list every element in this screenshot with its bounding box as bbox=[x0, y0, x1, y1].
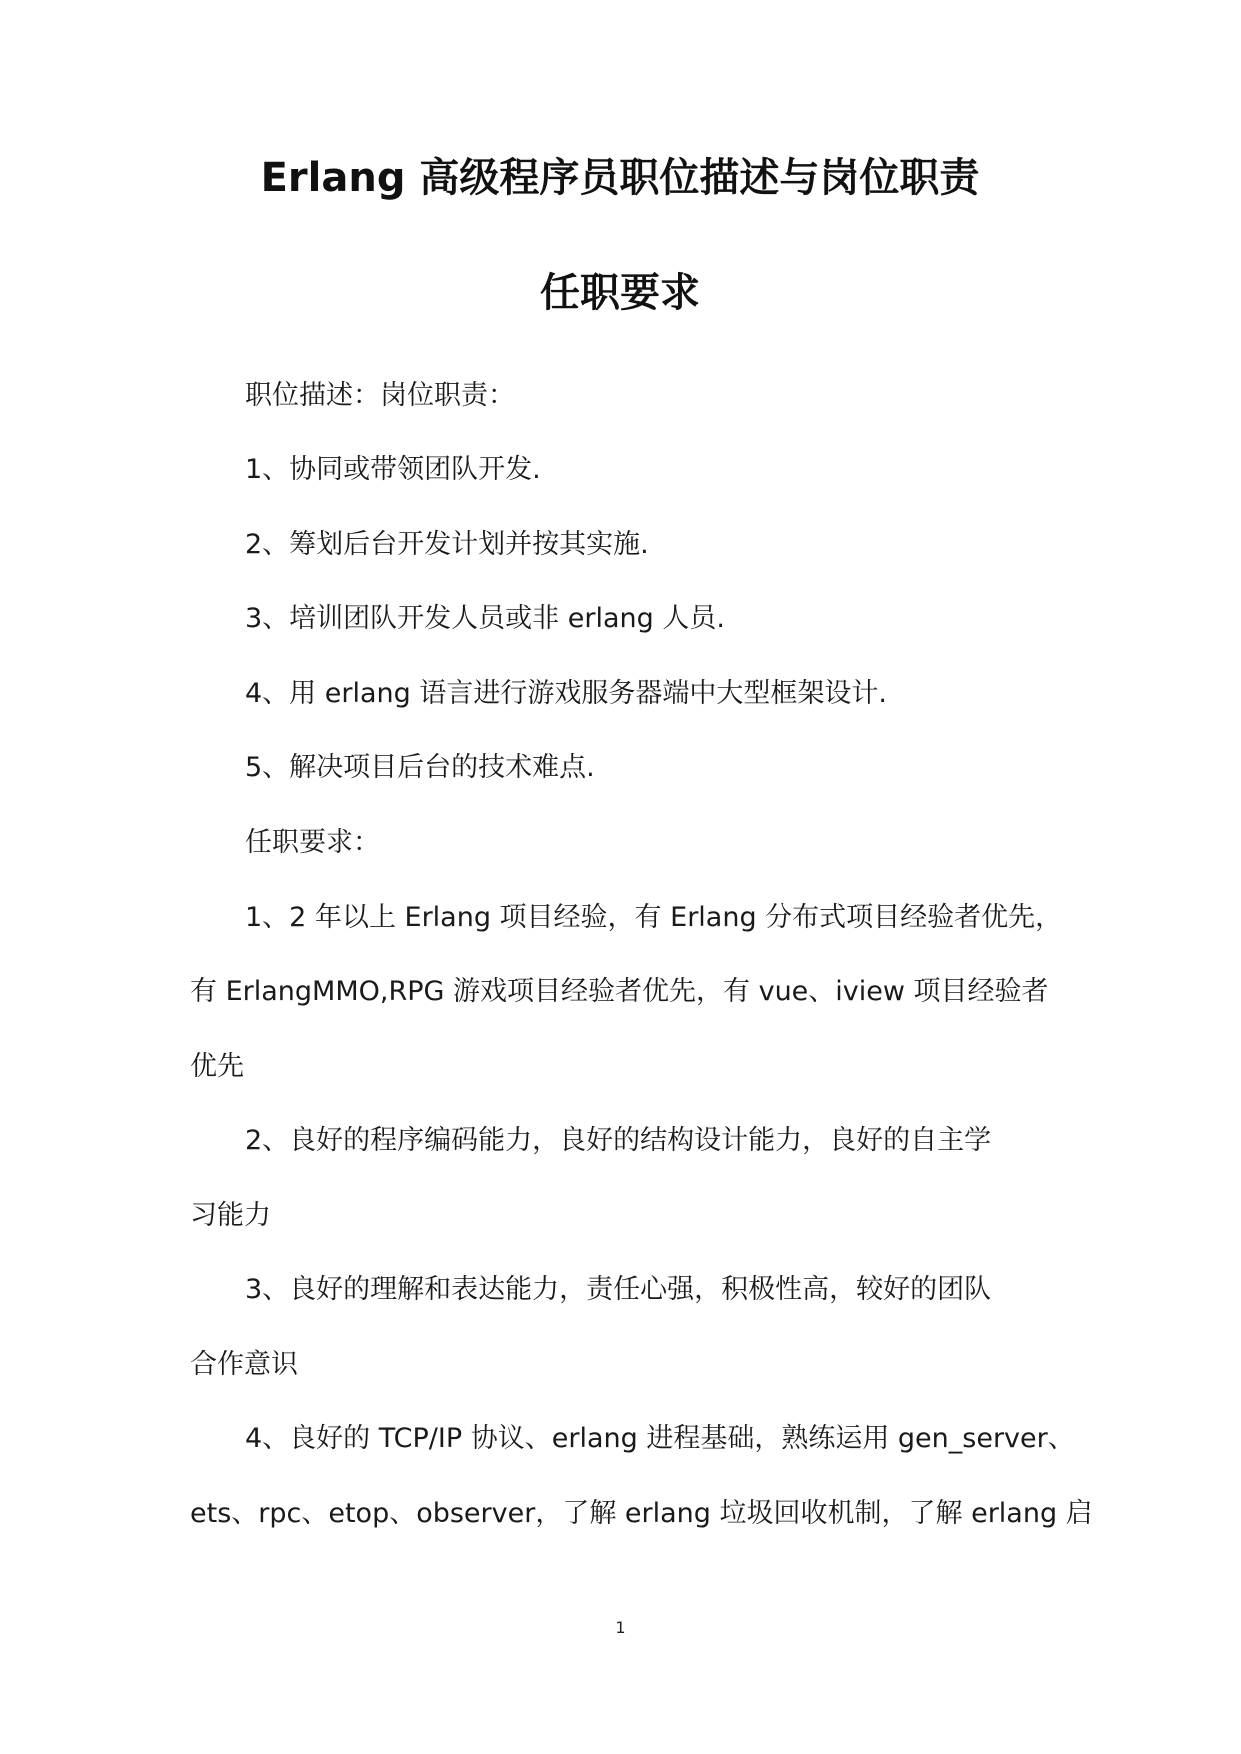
section-heading-requirements: 任职要求： bbox=[245, 827, 380, 858]
requirement-2-line-2: 习能力 bbox=[190, 1200, 271, 1231]
document-title-line-2: 任职要求 bbox=[540, 270, 700, 316]
requirement-4-line-1: 4、良好的 TCP/IP 协议、erlang 进程基础，熟练运用 gen_server、 bbox=[245, 1423, 1075, 1454]
requirement-1-line-1: 1、2 年以上 Erlang 项目经验，有 Erlang 分布式项目经验者优先， bbox=[245, 902, 1063, 933]
page-number: 1 bbox=[615, 1618, 626, 1637]
requirement-4-line-2: ets、rpc、etop、observer，了解 erlang 垃圾回收机制，了解 erlang 启 bbox=[190, 1498, 1093, 1529]
requirement-1-line-2: 有 ErlangMMO,RPG 游戏项目经验者优先，有 vue、iview 项目经验者 bbox=[190, 976, 1049, 1007]
duty-item-3: 3、培训团队开发人员或非 erlang 人员. bbox=[245, 603, 725, 634]
requirement-3-line-1: 3、良好的理解和表达能力，责任心强，积极性高，较好的团队 bbox=[245, 1274, 992, 1305]
duty-item-4: 4、用 erlang 语言进行游戏服务器端中大型框架设计. bbox=[245, 678, 887, 709]
requirement-1-line-3: 优先 bbox=[190, 1051, 244, 1082]
requirement-3-line-2: 合作意识 bbox=[190, 1349, 298, 1380]
duty-item-5: 5、解决项目后台的技术难点. bbox=[245, 752, 595, 783]
document-title-line-1: Erlang 高级程序员职位描述与岗位职责 bbox=[260, 155, 980, 201]
duty-item-1: 1、协同或带领团队开发. bbox=[245, 454, 541, 485]
duty-item-2: 2、筹划后台开发计划并按其实施. bbox=[245, 529, 649, 560]
requirement-2-line-1: 2、良好的程序编码能力，良好的结构设计能力，良好的自主学 bbox=[245, 1125, 992, 1156]
section-heading-job-description: 职位描述：岗位职责： bbox=[245, 380, 515, 411]
